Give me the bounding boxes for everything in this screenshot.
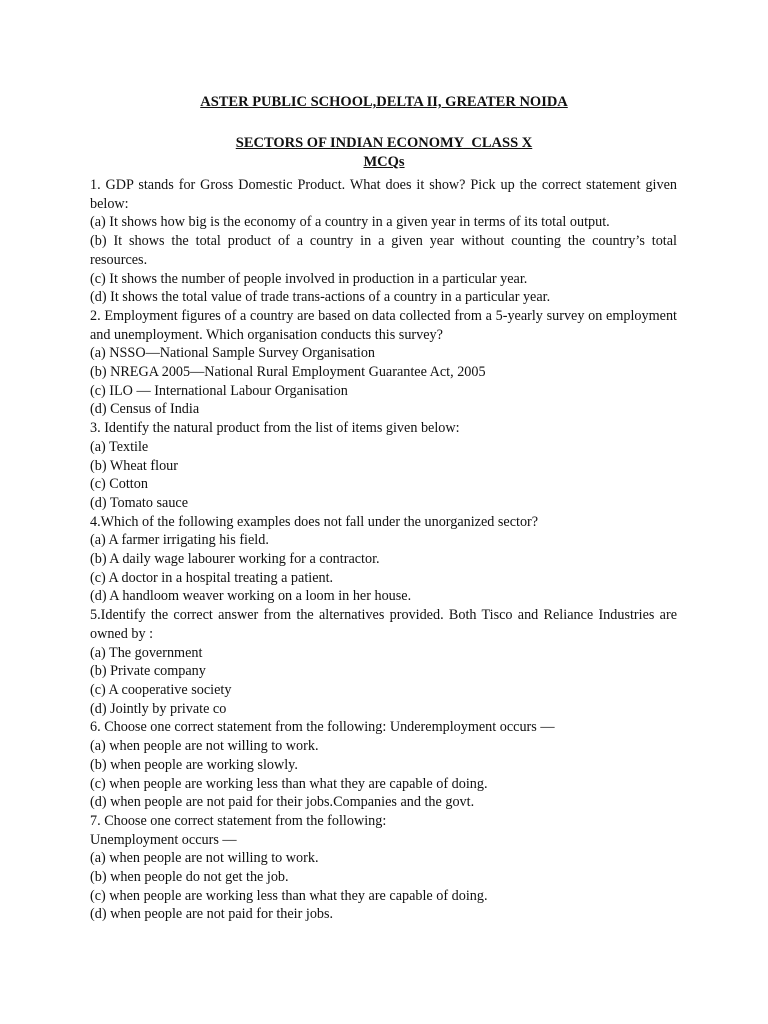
- question-6-option-d: (d) when people are not paid for their jobs.Companies and the govt.: [90, 794, 475, 811]
- question-7-continuation: Unemployment occurs —: [90, 831, 237, 848]
- school-title: ASTER PUBLIC SCHOOL,DELTA II, GREATER NOIDA: [200, 94, 568, 110]
- question-4-option-a: (a) A farmer irrigating his field.: [90, 532, 269, 549]
- question-3-option-b: (b) Wheat flour: [90, 457, 178, 474]
- question-3-option-c: (c) Cotton: [90, 476, 148, 493]
- question-6-option-c: (c) when people are working less than what they are capable of doing.: [90, 775, 488, 792]
- question-4-option-c: (c) A doctor in a hospital treating a patient.: [90, 569, 334, 586]
- section-title: MCQs: [363, 154, 405, 170]
- question-3-option-d: (d) Tomato sauce: [90, 494, 189, 511]
- question-1-option-c: (c) It shows the number of people involved in production in a particular year.: [90, 270, 528, 287]
- question-6-option-a: (a) when people are not willing to work.: [90, 738, 319, 755]
- question-7-option-b: (b) when people do not get the job.: [90, 869, 289, 886]
- question-5-option-a: (a) The government: [90, 644, 203, 661]
- question-1-option-b: (b) It shows the total product of a country in a given year without counting the country’s total resources.: [90, 233, 677, 268]
- question-2-option-c: (c) ILO — International Labour Organisation: [90, 382, 348, 399]
- question-4-option-d: (d) A handloom weaver working on a loom in her house.: [90, 588, 412, 605]
- question-3: 3. Identify the natural product from the list of items given below:: [90, 420, 460, 437]
- question-6: 6. Choose one correct statement from the following: Underemployment occurs —: [90, 719, 555, 736]
- question-7-option-c: (c) when people are working less than what they are capable of doing.: [90, 887, 488, 904]
- question-3-option-a: (a) Textile: [90, 438, 149, 455]
- question-1: 1. GDP stands for Gross Domestic Product. What does it show? Pick up the correct statement given below:: [90, 177, 677, 212]
- question-5-option-c: (c) A cooperative society: [90, 681, 232, 698]
- mcq-list: [90, 176, 677, 924]
- question-1-option-a: (a) It shows how big is the economy of a country in a given year in terms of its total output.: [90, 214, 610, 231]
- question-5: 5.Identify the correct answer from the alternatives provided. Both Tisco and Reliance Industries are owned by :: [90, 607, 677, 642]
- subject-title: SECTORS OF INDIAN ECONOMY_CLASS X: [235, 135, 533, 151]
- question-7: 7. Choose one correct statement from the following:: [90, 812, 387, 829]
- question-2-option-b: (b) NREGA 2005—National Rural Employment Guarantee Act, 2005: [90, 364, 486, 381]
- question-7-option-d: (d) when people are not paid for their jobs.: [90, 906, 334, 923]
- question-6-option-b: (b) when people are working slowly.: [90, 756, 298, 773]
- question-2: 2. Employment figures of a country are based on data collected from a 5-yearly survey on employment and unemployment. Which organisation conducts this survey?: [90, 307, 677, 343]
- question-7-option-a: (a) when people are not willing to work.: [90, 850, 319, 867]
- question-5-option-b: (b) Private company: [90, 663, 206, 680]
- question-1-option-d: (d) It shows the total value of trade trans-actions of a country in a particular year.: [90, 289, 551, 306]
- question-4: 4.Which of the following examples does not fall under the unorganized sector?: [90, 513, 539, 530]
- question-2-option-a: (a) NSSO—National Sample Survey Organisation: [90, 345, 376, 362]
- question-4-option-b: (b) A daily wage labourer working for a contractor.: [90, 551, 380, 568]
- question-5-option-d: (d) Jointly by private co: [90, 700, 227, 717]
- question-2-option-d: (d) Census of India: [90, 401, 200, 418]
